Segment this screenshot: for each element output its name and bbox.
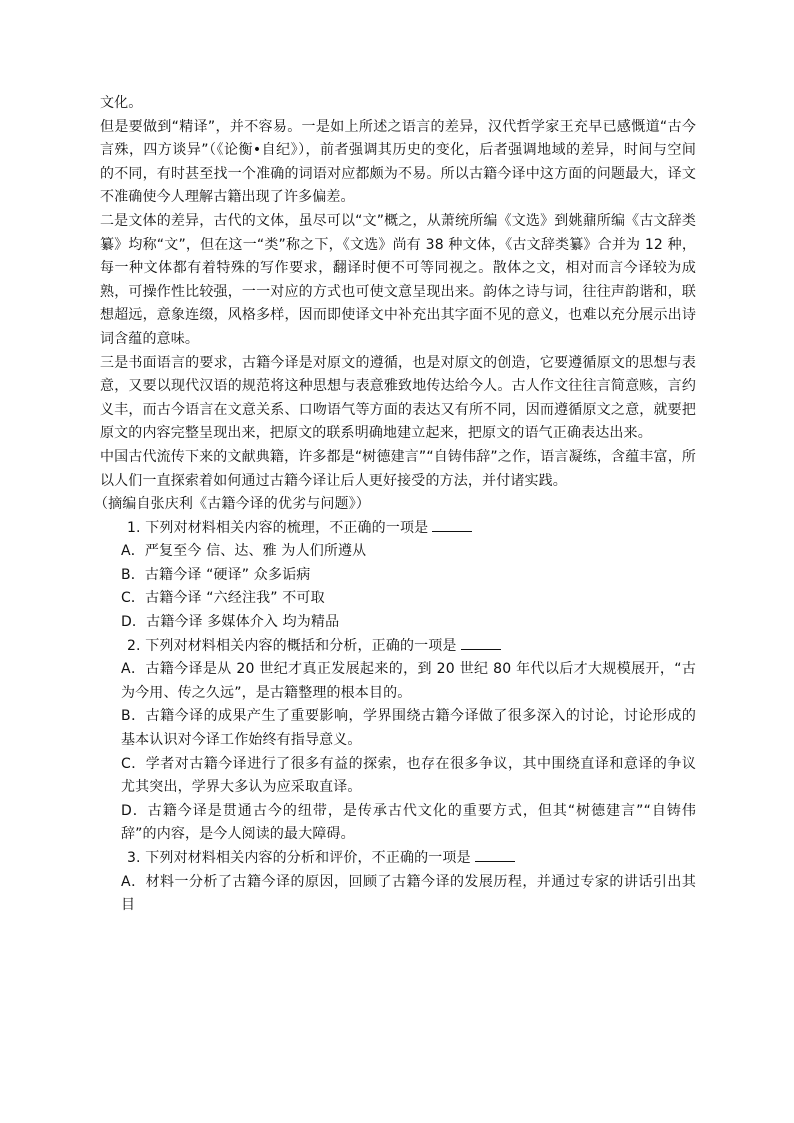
question-2-answer-blank[interactable] [461, 635, 501, 650]
question-1-stem [100, 517, 696, 541]
question-3-text: 下列对材料相关内容的分析和评价，不正确的一项是 [145, 850, 471, 866]
question-3-answer-blank[interactable] [475, 847, 515, 862]
question-1-option-c: C．古籍今译 “六经注我” 不可取 [121, 590, 325, 607]
passage-paragraph-4: 中国古代流传下来的文献典籍，许多都是“树德建言”“自铸伟辞”之作，语言凝练，含蕴丰富，所以人们一直探索着如何通过古籍今译让后人更好接受的方法，并付诸实践。 [100, 448, 696, 489]
question-3-option-a: A．材料一分析了古籍今译的原因，回顾了古籍今译的发展历程，并通过专家的讲话引出其目 [121, 873, 696, 914]
passage-paragraph-3: 三是书面语言的要求，古籍今译是对原文的遵循，也是对原文的创造，它要遵循原文的思想与表意，又要以现代汉语的规范将这种思想与表意雅致地传达给今人。古人作文往往言简意赅，言约义丰，而古今语言在文意关系、口吻语气等方面的表达又有所不同，因而遵循原文之意，就要把原文的内容完整呈现出来，把原文的联系明确地建立起来，把原文的语气正确表达出来。 [100, 354, 696, 442]
question-1-option-b: B．古籍今译 “硬译” 众多诟病 [121, 566, 311, 583]
question-3-number: 3. [127, 850, 141, 866]
question-2-option-b: B．古籍今译的成果产生了重要影响，学界围绕古籍今译做了很多深入的讨论，讨论形成的基本认识对今译工作始终有指导意义。 [121, 708, 696, 749]
question-3-stem [100, 847, 696, 871]
passage-source: （摘编自张庆利《古籍今译的优劣与问题》） [94, 496, 370, 513]
passage-paragraph-1: 但是要做到“精译”，并不容易。一是如上所述之语言的差异，汉代哲学家王充早已感慨道“古今言殊，四方谈异”（《论衡•自纪》），前者强调其历史的变化，后者强调地域的差异，时间与空间的不同，有时甚至找一个准确的词语对应都颇为不易。所以古籍今译中这方面的问题最大，译文不准确使今人理解古籍出现了许多偏差。 [100, 118, 696, 206]
question-2-number: 2. [127, 637, 141, 654]
question-1-number: 1. [127, 519, 141, 536]
document-page [94, 92, 696, 918]
passage-paragraph-0: 文化。 [100, 95, 143, 111]
question-1-option-a: A．严复至今 信、达、雅 为人们所遵从 [121, 543, 367, 560]
question-2-option-a: A．古籍今译是从 20 世纪才真正发展起来的，到 20 世纪 80 年代以后才大规模展开，“古为今用、传之久远”，是古籍整理的根本目的。 [121, 661, 696, 701]
question-2-text: 下列对材料相关内容的概括和分析，正确的一项是 [145, 637, 457, 654]
question-1-answer-blank[interactable] [432, 517, 472, 532]
passage-paragraph-2: 二是文体的差异，古代的文体，虽尽可以“文”概之，从萧统所编《文选》到姚鼐所编《古文辞类纂》均称“文”，但在这一“类”称之下，《文选》尚有 38 种文体，《古文辞类纂》合并为 12 种，每一种文体都有着特殊的写作要求，翻译时便不可等同视之。散体之文，相对而言今译较为成熟，可操作性比较强，一一对应的方式也可使文意呈现出来。韵体之诗与词，往往声韵谐和，联想超远，意象连缀，风格多样，因而即使译文中补充出其字面不见的意义，也难以充分展示出诗词含蕴的意味。 [100, 212, 696, 347]
question-2-option-d: D．古籍今译是贯通古今的纽带，是传承古代文化的重要方式，但其“树德建言”“自铸伟辞”的内容，是今人阅读的最大障碍。 [121, 802, 696, 843]
question-2-stem [100, 635, 696, 659]
question-1-text: 下列对材料相关内容的梳理，不正确的一项是 [145, 519, 429, 536]
question-2-option-c: C．学者对古籍今译进行了很多有益的探索，也存在很多争议，其中围绕直译和意译的争议尤其突出，学界大多认为应采取直译。 [121, 755, 696, 796]
question-1-option-d: D．古籍今译 多媒体介入 均为精品 [121, 614, 340, 631]
